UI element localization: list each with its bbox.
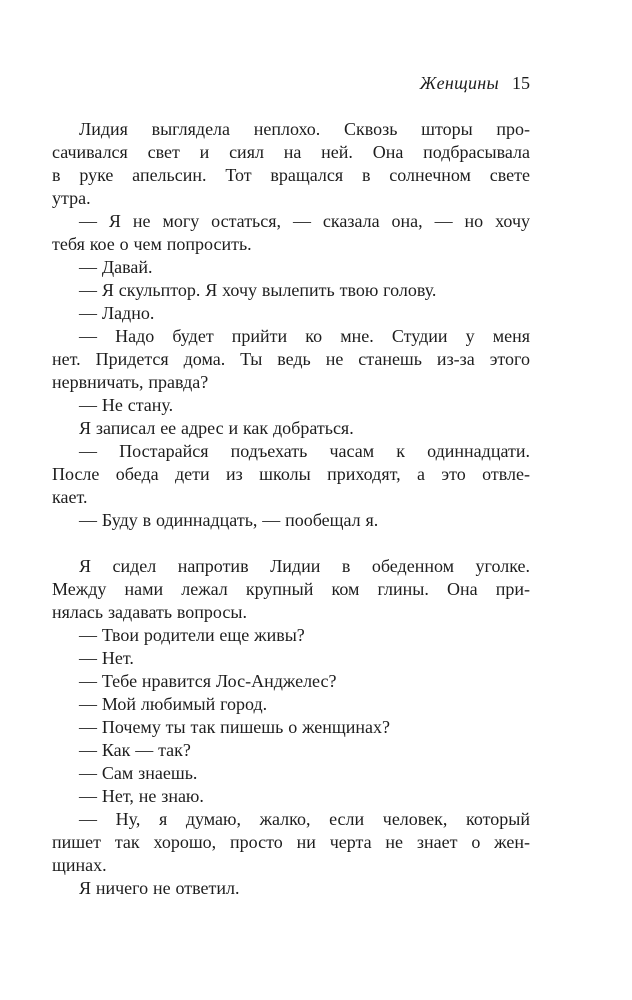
text-line: сачивался свет и сиял на ней. Она подбрасывала xyxy=(52,142,530,162)
paragraph xyxy=(52,210,530,256)
paragraph xyxy=(52,647,530,670)
paragraph xyxy=(52,670,530,693)
paragraph xyxy=(52,394,530,417)
text-line: — Я скульптор. Я хочу вылепить твою голову. xyxy=(79,280,437,300)
text-line: — Твои родители еще живы? xyxy=(79,625,305,645)
paragraph xyxy=(52,808,530,877)
paragraph xyxy=(52,279,530,302)
text-line: — Нет, не знаю. xyxy=(79,786,204,806)
text-line: — Надо будет прийти ко мне. Студии у меня xyxy=(79,326,530,346)
text-line: Я сидел напротив Лидии в обеденном уголке. xyxy=(79,556,530,576)
paragraph xyxy=(52,785,530,808)
paragraph xyxy=(52,325,530,394)
text-block xyxy=(52,72,530,900)
text-line: кает. xyxy=(52,487,88,507)
text-line: щинах. xyxy=(52,855,107,875)
paragraph xyxy=(52,716,530,739)
running-title: Женщины xyxy=(419,73,499,93)
text-line: — Тебе нравится Лос-Анджелес? xyxy=(79,671,337,691)
text-line: пишет так хорошо, просто ни черта не знает о жен- xyxy=(52,832,530,852)
text-line: в руке апельсин. Тот вращался в солнечном свете xyxy=(52,165,530,185)
paragraph xyxy=(52,118,530,210)
text-line: нялась задавать вопросы. xyxy=(52,602,247,622)
text-line: После обеда дети из школы приходят, а это отвле- xyxy=(52,464,530,484)
paragraph xyxy=(52,739,530,762)
text-line: утра. xyxy=(52,188,91,208)
text-line: — Давай. xyxy=(79,257,153,277)
paragraph xyxy=(52,256,530,279)
text-line: Я записал ее адрес и как добраться. xyxy=(79,418,354,438)
paragraph xyxy=(52,762,530,785)
paragraph xyxy=(52,693,530,716)
paragraph xyxy=(52,302,530,325)
text-line: тебя кое о чем попросить. xyxy=(52,234,252,254)
paragraph xyxy=(52,877,530,900)
text-line: — Сам знаешь. xyxy=(79,763,198,783)
text-line: Между нами лежал крупный ком глины. Она при- xyxy=(52,579,530,599)
page-text xyxy=(52,118,530,900)
text-line: — Нет. xyxy=(79,648,134,668)
paragraph xyxy=(52,624,530,647)
text-line: — Почему ты так пишешь о женщинах? xyxy=(79,717,391,737)
running-head xyxy=(52,72,530,95)
text-line: — Буду в одиннадцать, — пообещал я. xyxy=(79,510,379,530)
paragraph xyxy=(52,417,530,440)
paragraph xyxy=(52,555,530,624)
text-line: — Ладно. xyxy=(79,303,155,323)
text-line: нет. Придется дома. Ты ведь не станешь из-за этого xyxy=(52,349,530,369)
text-line: — Постарайся подъехать часам к одиннадцати. xyxy=(79,441,530,461)
text-line: нервничать, правда? xyxy=(52,372,209,392)
text-line: — Как — так? xyxy=(79,740,191,760)
text-line: Лидия выглядела неплохо. Сквозь шторы про- xyxy=(79,119,530,139)
text-line: — Я не могу остаться, — сказала она, — но хочу xyxy=(79,211,530,231)
paragraph xyxy=(52,509,530,532)
text-line: — Ну, я думаю, жалко, если человек, который xyxy=(79,809,530,829)
text-line: — Мой любимый город. xyxy=(79,694,268,714)
text-line: — Не стану. xyxy=(79,395,174,415)
page-number: 15 xyxy=(512,73,530,93)
text-line: Я ничего не ответил. xyxy=(79,878,240,898)
paragraph xyxy=(52,440,530,509)
